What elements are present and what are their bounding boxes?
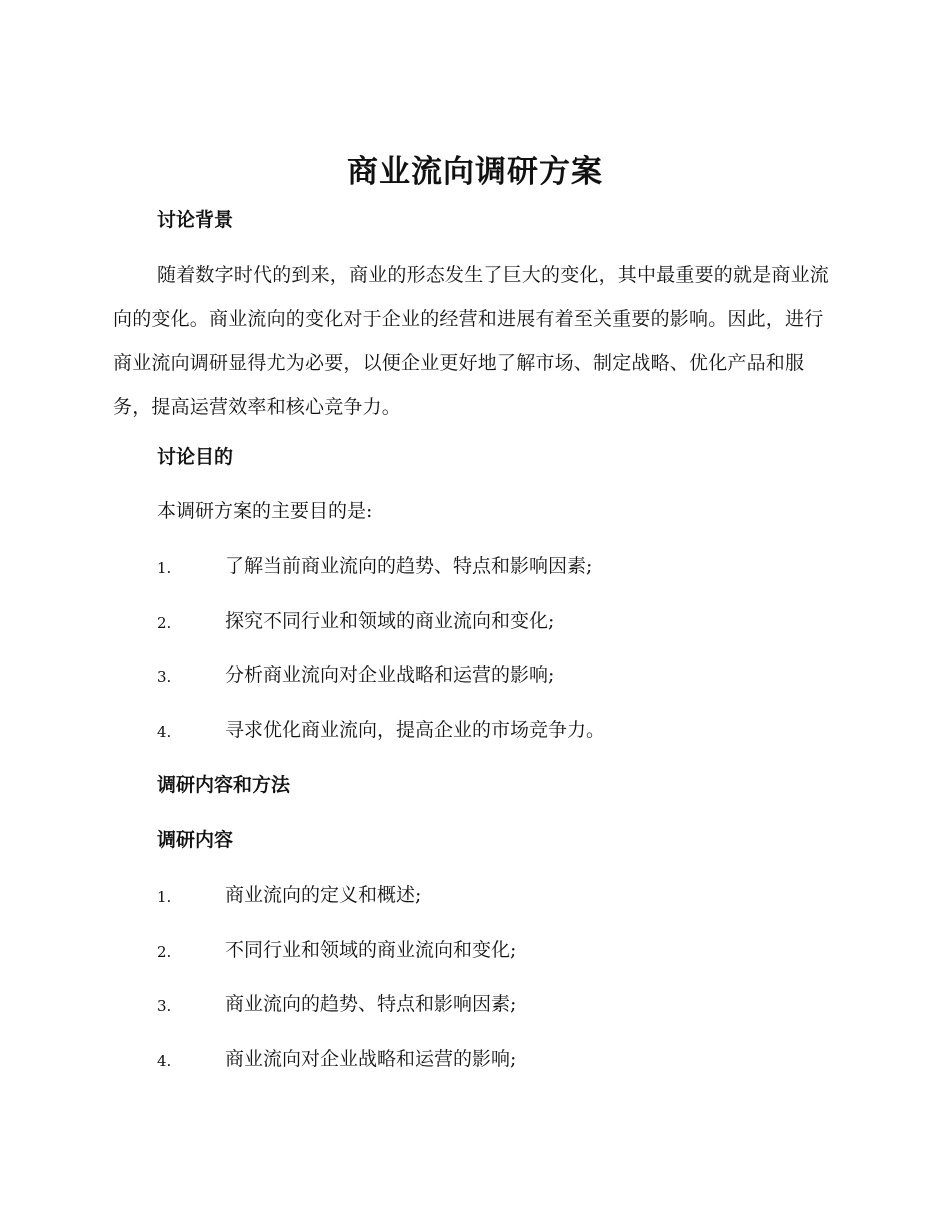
list-text: 商业流向的趋势、特点和影响因素;	[225, 993, 517, 1015]
list-text: 寻求优化商业流向，提高企业的市场竞争力。	[225, 719, 606, 741]
document-title: 商业流向调研方案	[347, 154, 603, 190]
background-paragraph: 随着数字时代的到来，商业的形态发生了巨大的变化，其中最重要的就是商业流向的变化。商业流向的变化对于企业的经营和进展有着至关重要的影响。因此，进行商业流向调研显得尤为必要，以便企业更好地了解市场、制定战略、优化产品和服务，提高运营效率和核心竞争力。	[113, 264, 830, 418]
list-number: 4.	[157, 1052, 172, 1070]
section-heading-content-methods: 调研内容和方法	[157, 774, 291, 796]
list-text: 商业流向对企业战略和运营的影响;	[225, 1048, 517, 1070]
list-item	[157, 936, 857, 964]
list-text: 商业流向的定义和概述;	[225, 884, 422, 906]
list-number: 2.	[157, 614, 172, 632]
subsection-heading-content: 调研内容	[157, 829, 234, 851]
list-number: 1.	[157, 888, 172, 906]
list-text: 分析商业流向对企业战略和运营的影响;	[225, 664, 555, 686]
section-heading-purpose: 讨论目的	[157, 446, 234, 468]
list-item	[157, 661, 857, 689]
list-text: 了解当前商业流向的趋势、特点和影响因素;	[225, 555, 593, 577]
list-number: 3.	[157, 668, 172, 686]
list-item	[157, 607, 857, 635]
list-number: 1.	[157, 559, 172, 577]
list-item	[157, 881, 857, 909]
purpose-intro: 本调研方案的主要目的是:	[157, 500, 373, 522]
list-number: 4.	[157, 723, 172, 741]
list-item	[157, 990, 857, 1018]
list-text: 不同行业和领域的商业流向和变化;	[225, 939, 517, 961]
list-number: 3.	[157, 997, 172, 1015]
section-heading-background: 讨论背景	[157, 209, 234, 231]
list-item	[157, 1045, 857, 1073]
list-item	[157, 716, 857, 744]
list-number: 2.	[157, 943, 172, 961]
list-item	[157, 552, 857, 580]
list-text: 探究不同行业和领域的商业流向和变化;	[225, 610, 555, 632]
